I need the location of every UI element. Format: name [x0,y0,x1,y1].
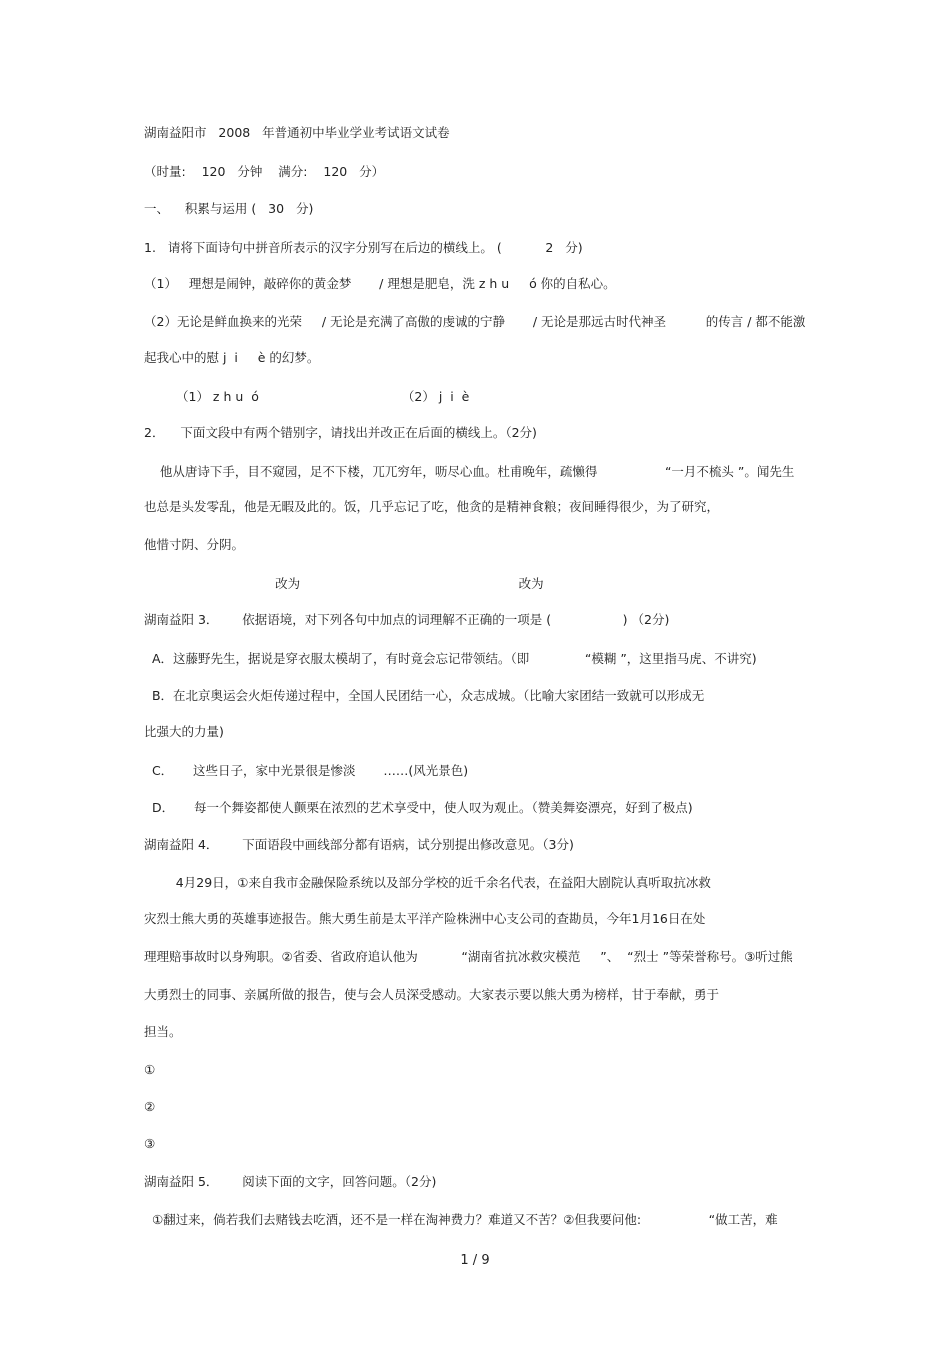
q4-passage-line4: 大勇烈士的同事、亲属所做的报告，使与会人员深受感动。大家表示要以熊大勇为榜样，甘于奉献，勇于 [144,987,720,1002]
q1-item2-line1: （2）无论是鲜血换来的光荣 / 无论是充满了高傲的虔诚的宁静 / 无论是那远古时代神圣 的传言 / 都不能激 [144,314,806,329]
q2-passage-line3: 他惜寸阴、分阴。 [144,537,245,552]
q4-answer-3: ③ [144,1136,156,1151]
q5-passage-line1: ①翻过来，倘若我们去赌钱去吃酒，还不是一样在淘神费力？难道又不苦？②但我要问他: “做工苦，难 [144,1212,778,1227]
q1-stem: 1. 请将下面诗句中拼音所表示的汉字分别写在后边的横线上。 ( 2 分) [144,240,583,255]
q1-answer-blanks: （1） z h u ó （2） j i è [176,389,470,404]
q1-item1: （1） 理想是闹钟，敲碎你的黄金梦 / 理想是肥皂，洗 z h u ó 你的自私心。 [144,276,616,291]
q2-correction-blanks: 改为 改为 [144,576,544,591]
q5-stem: 湖南益阳 5． 阅读下面的文字，回答问题。（2分) [144,1174,437,1189]
q2-stem: 2． 下面文段中有两个错别字，请找出并改正在后面的横线上。（2分) [144,425,537,440]
q4-stem: 湖南益阳 4． 下面语段中画线部分都有语病，试分别提出修改意见。（3分) [144,837,574,852]
doc-title: 湖南益阳市 2008 年普通初中毕业学业考试语文试卷 [144,125,450,140]
q3-option-b-line1: B．在北京奥运会火炬传递过程中，全国人民团结一心，众志成城。（比喻大家团结一致就可以形成无 [144,688,705,703]
q2-passage-line1: 他从唐诗下手，目不窥园，足不下楼，兀兀穷年，呖尽心血。杜甫晚年，疏懒得 “一月不梳头 ”。闻先生 [144,464,795,479]
q4-passage-line2: 灾烈士熊大勇的英雄事迹报告。熊大勇生前是太平洋产险株洲中心支公司的查勘员，今年1月16日在处 [144,911,706,926]
q3-option-c: C． 这些日子，家中光景很是惨淡 ……(风光景色) [144,763,469,778]
q4-passage-line3: 理理赔事故时以身殉职。②省委、省政府追认他为 “湖南省抗冰救灾模范 ”、 “烈士 ”等荣誉称号。③听过熊 [144,949,793,964]
q3-option-d: D． 每一个舞姿都使人颤栗在浓烈的艺术享受中，使人叹为观止。（赞美舞姿漂亮，好到了极点) [144,800,693,815]
q4-passage-line5: 担当。 [144,1024,182,1039]
q4-answer-1: ① [144,1062,156,1077]
q2-passage-line2: 也总是头发零乱，他是无暇及此的。饭，几乎忘记了吃，他贪的是精神食粮；夜间睡得很少，为了研究， [144,499,720,514]
time-info: （时量: 120 分钟 满分: 120 分） [144,164,385,179]
q4-passage-line1: 4月29日，①来自我市金融保险系统以及部分学校的近千余名代表，在益阳大剧院认真听取抗冰救 [144,875,711,890]
page-number: 1 / 9 [460,1253,490,1268]
q3-stem: 湖南益阳 3． 依据语境，对下列各句中加点的词理解不正确的一项是 ( ) （2分) [144,612,670,627]
q3-option-a: A．这藤野先生，据说是穿衣服太模胡了，有时竟会忘记带领结。（即 “模糊 ”，这里指马虎、不讲究) [144,651,757,666]
section-heading: 一、 积累与运用 ( 30 分) [144,201,314,216]
q3-option-b-line2: 比强大的力量) [144,724,224,739]
q1-item2-line2: 起我心中的慰 j i è 的幻梦。 [144,350,320,365]
q4-answer-2: ② [144,1099,156,1114]
